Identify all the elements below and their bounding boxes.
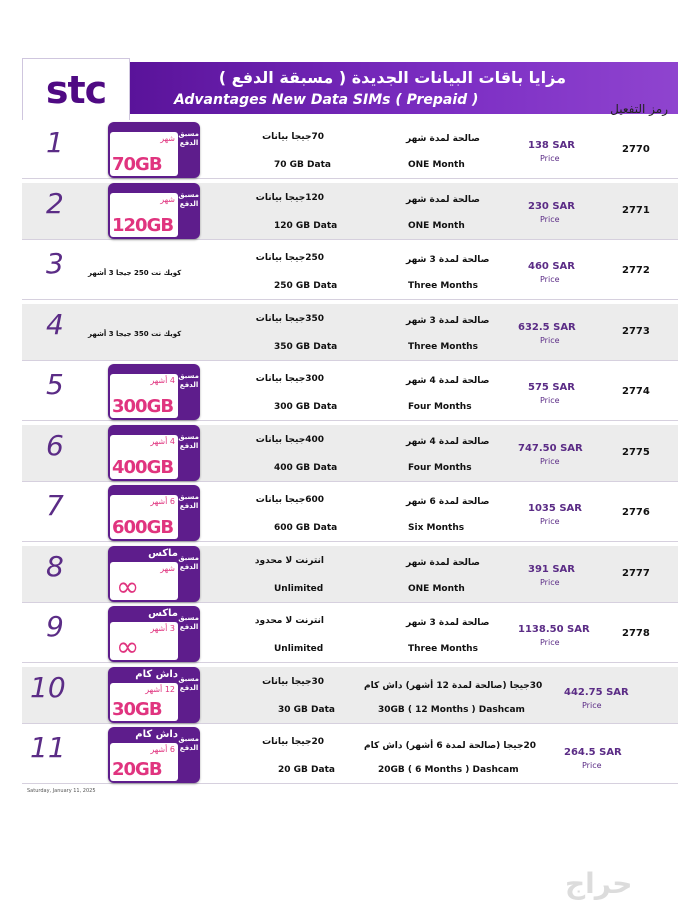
- card-face: [110, 435, 178, 479]
- data-amount-en: 350 GB Data: [274, 341, 338, 352]
- validity-en: Three Months: [408, 341, 478, 352]
- data-amount-ar: 600جيجا بيانات: [255, 495, 324, 505]
- validity-ar: صالحة لمدة 3 شهر: [406, 315, 490, 326]
- data-amount-ar: 70جيجا بيانات: [262, 132, 324, 142]
- validity-ar: 20جيجا (صالحة لمدة 6 أشهر) داش كام: [364, 741, 536, 751]
- card-duration: 3 أشهر: [150, 624, 175, 633]
- card-prepaid-label: مسبق الدفع: [178, 432, 199, 450]
- activation-code: 2773: [622, 325, 650, 337]
- price-label: Price: [540, 396, 560, 405]
- card-duration: 12 أشهر: [145, 684, 175, 694]
- card-duration: 4 أشهر: [150, 376, 175, 385]
- activation-code: 2770: [622, 144, 650, 155]
- table-row: [22, 243, 678, 300]
- card-face: [110, 374, 178, 418]
- row-number: 6: [46, 428, 64, 462]
- card-face: [110, 622, 178, 660]
- table-row: [22, 183, 678, 240]
- activation-code: 2778: [622, 628, 650, 639]
- price-value: 747.50 SAR: [518, 442, 583, 454]
- row-number: 7: [46, 489, 64, 522]
- table-row: [22, 546, 678, 603]
- sim-card-image: [108, 667, 200, 723]
- infinity-icon: ∞: [116, 569, 140, 602]
- price-value: 1035 SAR: [528, 503, 582, 514]
- price-value: 575 SAR: [528, 382, 575, 393]
- data-amount-en: 250 GB Data: [274, 281, 338, 291]
- data-amount-ar: 30جيجا بيانات: [262, 676, 324, 687]
- activation-code: 2775: [622, 446, 650, 458]
- price-label: Price: [540, 456, 560, 466]
- row-number: 9: [46, 610, 64, 643]
- card-prepaid-label: مسبق الدفع: [178, 553, 199, 571]
- data-amount-en: 30 GB Data: [278, 704, 335, 715]
- sim-card-image: [108, 546, 200, 602]
- data-amount-en: 120 GB Data: [274, 220, 338, 231]
- validity-en: 20GB ( 6 Months ) Dashcam: [378, 765, 519, 775]
- validity-en: Three Months: [408, 281, 478, 291]
- data-amount-ar: انترنت لا محدود: [254, 555, 324, 566]
- sim-card-image: [108, 485, 200, 541]
- stc-logo: [22, 58, 130, 120]
- price-label: Price: [582, 761, 602, 770]
- row-number: 3: [46, 247, 64, 280]
- table-row: [22, 667, 678, 724]
- price-value: 1138.50 SAR: [518, 624, 590, 635]
- card-size: 400GB: [112, 456, 174, 478]
- validity-ar: صالحة لمدة 3 شهر: [406, 255, 490, 265]
- data-amount-en: 600 GB Data: [274, 523, 338, 533]
- row-number: 5: [46, 368, 64, 401]
- validity-en: 30GB ( 12 Months ) Dashcam: [378, 704, 525, 715]
- price-value: 230 SAR: [528, 200, 575, 212]
- sim-card-image: [108, 606, 200, 662]
- table-row: [22, 304, 678, 361]
- title-english: Advantages New Data SIMs ( Prepaid ): [174, 92, 479, 108]
- card-prepaid-label: مسبق الدفع: [178, 190, 199, 208]
- activation-code: 2776: [622, 507, 650, 518]
- validity-en: ONE Month: [408, 160, 465, 170]
- price-label: Price: [540, 577, 560, 587]
- price-value: 632.5 SAR: [518, 321, 576, 333]
- row-number: 2: [46, 186, 64, 220]
- table-row: [22, 122, 678, 179]
- logo-text: stc: [45, 67, 107, 112]
- price-value: 460 SAR: [528, 261, 575, 272]
- card-face: [110, 495, 178, 539]
- price-label: Price: [540, 638, 560, 647]
- card-brand: ماكس: [148, 547, 178, 559]
- card-duration: شهر: [160, 194, 175, 204]
- card-size: 120GB: [112, 214, 174, 236]
- price-value: 391 SAR: [528, 563, 575, 575]
- row-number: 1: [46, 126, 64, 159]
- table-row: [22, 485, 678, 542]
- price-label: Price: [540, 335, 560, 345]
- sim-card-image: [108, 425, 200, 481]
- activation-code: 2771: [622, 204, 650, 216]
- title-arabic: مزايا باقات البيانات الجديدة ( مسبقة الدفع ): [218, 68, 566, 87]
- card-size: 600GB: [112, 517, 174, 538]
- data-amount-en: 70 GB Data: [274, 160, 331, 170]
- infinity-icon: ∞: [116, 630, 140, 662]
- validity-en: Six Months: [408, 523, 465, 533]
- row-number: 11: [30, 731, 66, 764]
- watermark: حراج: [565, 867, 633, 900]
- card-size: 300GB: [112, 396, 174, 417]
- price-label: Price: [540, 275, 560, 284]
- activation-code-header: رمز التفعيل: [610, 102, 668, 116]
- data-amount-en: Unlimited: [274, 644, 324, 654]
- card-duration: 6 أشهر: [150, 745, 175, 754]
- validity-en: ONE Month: [408, 583, 465, 594]
- data-amount-ar: 250جيجا بيانات: [255, 253, 324, 263]
- card-prepaid-label: مسبق الدفع: [178, 372, 199, 389]
- card-prepaid-label: مسبق الدفع: [178, 493, 199, 510]
- price-label: Price: [540, 214, 560, 224]
- card-prepaid-label: مسبق الدفع: [178, 614, 199, 631]
- validity-en: ONE Month: [408, 220, 465, 231]
- header-band: [130, 62, 678, 114]
- data-amount-ar: انترنت لا محدود: [254, 616, 324, 626]
- card-face: [110, 193, 178, 237]
- data-amount-en: 20 GB Data: [278, 765, 335, 775]
- sim-card-image: [108, 727, 200, 783]
- validity-ar: صالحة لمدة 4 شهر: [406, 376, 490, 386]
- validity-ar: صالحة لمدة شهر: [406, 194, 480, 205]
- data-amount-ar: 120جيجا بيانات: [255, 192, 324, 203]
- data-amount-en: 400 GB Data: [274, 462, 338, 473]
- card-size: 30GB: [112, 698, 162, 720]
- price-label: Price: [540, 517, 560, 526]
- card-prepaid-label: مسبق الدفع: [178, 674, 199, 692]
- price-value: 138 SAR: [528, 140, 575, 151]
- sim-card-image: [108, 183, 200, 239]
- validity-ar: صالحة لمدة شهر: [406, 557, 480, 568]
- row-number: 8: [46, 549, 64, 583]
- card-face: [110, 562, 178, 600]
- validity-en: Four Months: [408, 462, 472, 473]
- activation-code: 2774: [622, 386, 650, 397]
- validity-en: Three Months: [408, 644, 478, 654]
- card-size: 70GB: [112, 154, 162, 175]
- activation-code: 2777: [622, 567, 650, 579]
- sim-card-image: [108, 122, 200, 178]
- card-brand: ماكس: [148, 608, 178, 619]
- data-amount-ar: 20جيجا بيانات: [262, 737, 324, 747]
- validity-ar: صالحة لمدة 3 شهر: [406, 618, 490, 628]
- card-size: 20GB: [112, 759, 162, 780]
- price-value: 264.5 SAR: [564, 747, 622, 758]
- data-amount-ar: 350جيجا بيانات: [255, 313, 324, 324]
- price-label: Price: [582, 700, 602, 710]
- data-amount-ar: 400جيجا بيانات: [255, 434, 324, 445]
- card-duration: شهر: [160, 134, 175, 143]
- activation-code: 2772: [622, 265, 650, 276]
- print-date: Saturday, January 11, 2025: [27, 788, 96, 794]
- validity-ar: صالحة لمدة شهر: [406, 134, 480, 144]
- price-value: 442.75 SAR: [564, 686, 629, 698]
- card-duration: 4 أشهر: [150, 436, 175, 446]
- card-duration: شهر: [160, 563, 175, 573]
- table-row: [22, 364, 678, 421]
- table-row: [22, 606, 678, 663]
- card-brand: داش كام: [135, 729, 178, 740]
- price-sheet: [22, 58, 678, 780]
- table-row: [22, 425, 678, 482]
- data-amount-en: Unlimited: [274, 583, 324, 594]
- validity-en: Four Months: [408, 402, 472, 412]
- sheet-header: [22, 58, 678, 120]
- validity-ar: 30جيجا (صالحة لمدة 12 أشهر) داش كام: [364, 680, 543, 691]
- table-row: [22, 727, 678, 784]
- promo-text: كويك نت 250 جيجا 3 أشهر: [88, 269, 182, 277]
- data-amount-ar: 300جيجا بيانات: [255, 374, 324, 384]
- card-prepaid-label: مسبق الدفع: [178, 130, 199, 147]
- row-number: 10: [30, 670, 66, 704]
- promo-text: كويك نت 350 جيجا 3 أشهر: [88, 329, 182, 338]
- data-amount-en: 300 GB Data: [274, 402, 338, 412]
- card-duration: 6 أشهر: [150, 497, 175, 506]
- validity-ar: صالحة لمدة 6 شهر: [406, 497, 490, 507]
- sim-card-image: [108, 364, 200, 420]
- card-face: [110, 132, 178, 176]
- card-face: [110, 743, 178, 781]
- card-brand: داش كام: [135, 668, 178, 680]
- card-prepaid-label: مسبق الدفع: [178, 735, 199, 752]
- validity-ar: صالحة لمدة 4 شهر: [406, 436, 490, 447]
- price-label: Price: [540, 154, 560, 163]
- row-number: 4: [46, 307, 64, 341]
- card-face: [110, 683, 178, 721]
